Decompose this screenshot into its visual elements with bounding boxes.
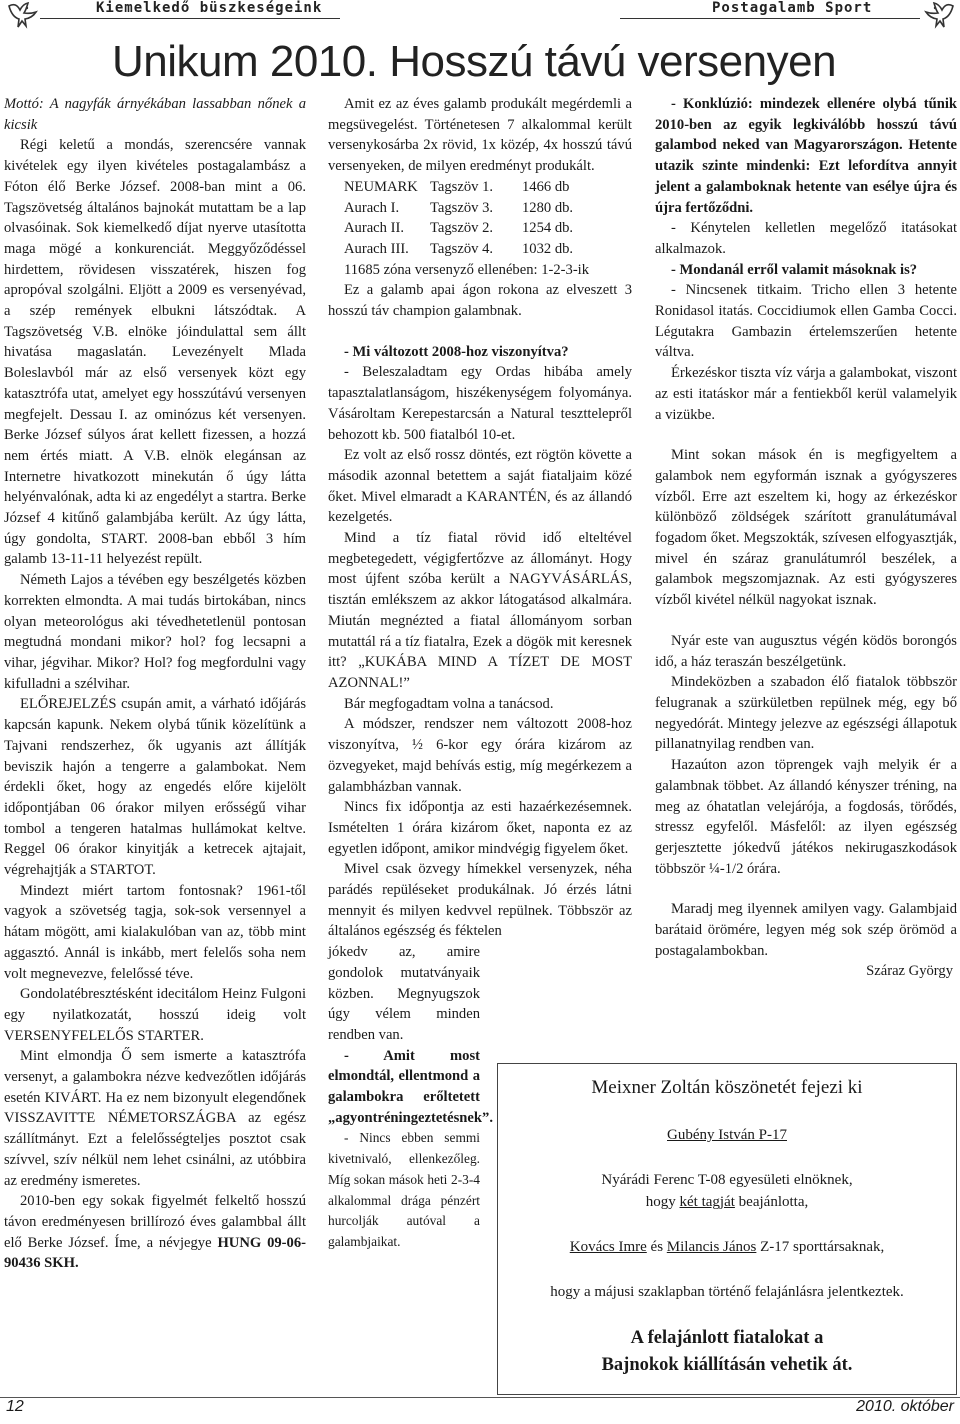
race-birds: 1466 db <box>522 178 570 195</box>
column-1 <box>4 94 306 1274</box>
paragraph: Mint sokan mások én is megfigyeltem a galambok nem egyformán isznak a gyógyszeres vízből. Erre azt eszeltem ki, hogy az érkezéskor különböző zöldségek szárított granulátumával fogadom őket. Megszokták, szívesen elfogyasztják, mivel én száraz granulátumról beszélek, a galambok megszomjaznak. Az esti gyógyszeres vízből kivétel nélkül nagyokat isznak. <box>655 447 957 609</box>
paragraph: Mindeközben a szabadon élő fiatalok többször felugranak a szürkületben repülnek még, egy bő negyedórát. Mintegy jelezve az egészségi állapotuk pillanatnyilag rendben van. <box>655 674 957 753</box>
box-heading: Meixner Zoltán köszönetét fejezi ki <box>591 1077 863 1098</box>
race-group: Tagszöv 4. <box>430 240 494 257</box>
ring-number: HUNG 09-06-90436 SKH. <box>4 1234 306 1272</box>
race-group: Tagszöv 3. <box>430 199 494 216</box>
box-line: Nyárádi Ferenc T-08 egyesületi elnöknek, <box>601 1172 853 1188</box>
box-line <box>498 1237 956 1257</box>
paragraph: Hazaúton azon töprengek vajh melyik ér a galambnak többet. Az állandó kényszer tréning, na meg az óhatatlan velejárója, a fogdosás, törődés, stressz egyfelől. Másfelől: az ilyen egészség gerjesztette jókedvű játékos nekirugaszkodások többször ¼-1/2 órára. <box>655 757 957 877</box>
paragraph: Mind a tíz fiatal rövid idő elteltével megbetegedett, végigfertőzve az állományt. Hogy most újfent szóba került a NAGYVÁSÁRLÁS, tisztán emlékszem az akkor látogatásod alkalmára. Miután megnézted a fiatal állományom sorban mutattál rá a tíz fiatalra, Ezek a dögök mit keresnek itt? „KUKÁBA MIND A TÍZET DE MOST AZONNAL!” <box>328 530 632 691</box>
paragraph: Gondolatébresztésként idecitálom Heinz Fulgoni egy nyilatkozatát, hosszú ideig volt VERSENYFELELŐS STARTER. <box>4 986 306 1044</box>
narrow-column <box>328 942 493 1253</box>
result-row <box>344 218 632 239</box>
box-text: Z-17 sporttársaknak, <box>756 1239 885 1255</box>
pigeon-logo-icon <box>922 0 956 30</box>
result-row <box>344 198 632 219</box>
race-name: Aurach I. <box>344 199 400 216</box>
results-table <box>328 177 632 260</box>
result-row <box>344 177 632 198</box>
conclusion: - Konklúzió: mindezek ellenére olybá tűnik 2010-ben az egyik legkiválóbb hosszú távú galambod neked van Magyarországon. Hetente utazik szinte mindenki: Ezt lefordítva annyit jelent a galamboknak hetente van esélye újra és újra fertőződni. <box>655 96 957 216</box>
page-number: 12 <box>6 1398 24 1415</box>
footer-rule <box>0 1397 960 1398</box>
paragraph: Nincs fix időpontja az esti hazaérkezésemnek. Ismételten 1 órára kizárom őket, naponta ez az egyetlen időpont, amikor mindvégig figyelem őket. <box>328 799 632 857</box>
paragraph: Németh Lajos a tévében egy beszélgetés közben korrekten elmondta. A mai tudás birtokában, nincs olyan meteorológus aki tévedhetetlenül pontosan megtudná mondani mikor? hol? fog lecsapni a vihar, jégvihar. Mikor? Hol? fog megfordulni vagy kifulladni a szélvihar. <box>4 572 306 692</box>
article-title: Unikum 2010. Hosszú távú versenyen <box>112 37 837 86</box>
race-birds: 1254 db. <box>522 220 574 237</box>
magazine-label: Postagalamb Sport <box>712 0 873 16</box>
race-birds: 1280 db. <box>522 199 574 216</box>
header-rule-left <box>40 18 340 19</box>
paragraph: A módszer, rendszer nem változott 2008-hoz viszonyítva, ½ 6-kor egy órára kizárom az özvegyeket, majd behívás estig, míg megérkezem a galambházban vannak. <box>328 716 632 795</box>
race-birds: 1032 db. <box>522 240 574 257</box>
box-line <box>498 1192 956 1212</box>
paragraph: Maradj meg ilyennek amilyen vagy. Galambjaid barátaid örömére, legyen még sok szép örömöd a postagalambokban. <box>655 901 957 959</box>
pigeon-logo-icon <box>6 0 40 30</box>
box-name: Gubény István P-17 <box>667 1127 787 1143</box>
interview-question: - Mi változott 2008-hoz viszonyítva? <box>344 343 569 360</box>
box-announcement: A felajánlott fiatalokat a <box>630 1328 824 1348</box>
interview-question: - Mondanál erről valamit másoknak is? <box>671 261 918 278</box>
race-name: Aurach II. <box>344 220 404 237</box>
paragraph: Nyár este van augusztus végén ködös borongós idő, a ház teraszán beszélgetünk. <box>655 632 957 670</box>
paragraph: ELŐREJELZÉS csupán amit, a várható időjárás kapcsán kapunk. Nekem olybá tűnik közelítünk a Tajvani rendszerhez, ők ugyanis azt állítják beviszik hajón a tengerre a galambokat. Nem érdekli őket, hogy az engedés előre kijelölt időpontjában 06 órakor milyen erősségű vihar tombol a tengeren hatalmas hullámokat keltve. Reggel 06 órakor kinyitják a ketrecek ajtajait, végrehajtják a STARTOT. <box>4 696 306 879</box>
paragraph: - Nincsenek titkaim. Tricho ellen 3 hetente Ronidasol itatás. Coccidiumok ellen Gamba Cocci. Légutakra Gambazin értelemszerűen hetente váltva. <box>655 282 957 361</box>
thank-you-box <box>497 1063 957 1395</box>
column-3 <box>655 94 957 982</box>
race-name: Aurach III. <box>344 240 409 257</box>
paragraph: Amit ez az éves galamb produkált megérdemli a megsüvegelést. Történetesen 7 alkalommal került versenykosárba 2x rövid, 1x közép, 4x hosszú távú versenyeken, de milyen eredményt produkált. <box>328 96 632 175</box>
box-underlined: két tagját <box>679 1194 735 1210</box>
box-line: hogy a májusi szaklapban történő felajánlásra jelentkeztek. <box>550 1284 904 1300</box>
paragraph: Ez volt az első rossz döntés, ezt rögtön követte a második azonnal betettem a saját fiataljaim közé őket. Mivel elmaradt a KARANTÉN, és az állandó kezelgetés. <box>328 447 632 526</box>
paragraph: Mindezt miért tartom fontosnak? 1961-től vagyok a szövetség tagja, sok-sok versennyel a hátam mögött, ami kialakulóban van az, több mint aggasztó. Annál is inkább, mert felelős soha nem volt megnevezve, felelőssé téve. <box>4 882 306 982</box>
box-text: hogy <box>645 1194 680 1210</box>
interview-question: - Amit most elmondtál, ellentmond a galambokra erőltetett „agyontréningeztetésnek”. <box>328 1047 493 1126</box>
paragraph: jókedv az, amire gondolok mutatványaik közben. Megnyugszok úgy vélem minden rendben van. <box>328 944 480 1043</box>
paragraph: Mint elmondja Ő sem ismerte a katasztrófa versenyt, a galambokra nézve kedvezőtlen időjárás esetén KIVÁRT. Ha ez nem bizonyult elegendőnek VISSZAVITTE NÉMETORSZÁGBA az egész szállítmányt. Ezt a felelősségteljes posztot csak szívvel, szív nélkül nem lehet csinálni, az utóbbira az eredmény ismeretes. <box>4 1048 306 1189</box>
paragraph: 11685 zóna versenyző ellenében: 1-2-3-ik <box>344 261 590 278</box>
race-group: Tagszöv 2. <box>430 220 494 237</box>
paragraph: Ez a galamb apai ágon rokona az elveszett 3 hosszú táv champion galambnak. <box>328 282 632 320</box>
paragraph: Régi keletű a mondás, szerencsére vannak kivételek egy ilyen kivételes postagalambász a Fóton élő Berke József. 2008-ban mint a 06. Tagszövetség általános bajnokát mutattam be a lap olvasóinak. Sok kiemelkedő díjat nyerve utasította maga mögé a konkurenciát. Meggyőződéssel hirdettem, rövidesen visszatérek, hiszen fog apropóval szolgálni. Eljött a 2009 es versenyévad, a szép remények elbukni látszódtak. A Tagszövetség V.B. elnöke jóindulattal sem állt hivatása magaslatán. Levezényelt Mlada Boleslavból már az első versenyek közt egy katasztrófa utat, amelyet egy hosszútávú versenyen megfejelt. Dessau I. az ominózus két versenyen. Berke József súlyos árat kellett fizessen, a hozzá nem értés miatt. A V.B. elnök elegánsan az Internetre hivatkozott minekután ő úgy látta helyénvalónak, adta ki az engedélyt a startra. Berke József 4 kitűnő galambjába került. Az úgy látta, úgy gondolta, START. 2008-ban ebből 3 hím galamb 13-11-11 helyezést repült. <box>4 137 306 568</box>
box-text: beajánlotta, <box>734 1194 809 1210</box>
box-announcement: Bajnokok kiállításán vehetik át. <box>601 1355 853 1375</box>
paragraph: - Nincs ebben semmi kivetnivaló, ellenkezőleg. Míg sokan mások heti 2-3-4 alkalommal drága pénzért hurcolják autóval a galambjaikat. <box>328 1130 480 1249</box>
paragraph-text: 2010-ben egy sokak figyelmét felkeltő hosszú távon eredményesen brillírozó éves galambbal állt elő Berke József. Íme, a névjegye <box>4 1193 306 1251</box>
issue-date: 2010. október <box>856 1398 954 1415</box>
race-group: Tagszöv 1. <box>430 178 494 195</box>
box-text: és <box>646 1239 667 1255</box>
motto: Mottó: A nagyfák árnyékában lassabban nőnek a kicsik <box>4 96 306 133</box>
paragraph: - Beleszaladtam egy Ordas hibába amely tapasztalatlanságom, hiszékenységem folyománya. Vásároltam Kerepestarcsán a Natural teszttelepről behozott kb. 500 fiatalból 10-et. <box>328 364 632 443</box>
header-rule-right <box>620 18 920 19</box>
paragraph: Bár megfogadtam volna a tanácsod. <box>344 695 554 712</box>
result-row <box>344 239 632 260</box>
race-name: NEUMARK <box>344 178 418 195</box>
box-underlined: Kovács Imre <box>569 1239 647 1255</box>
author-signature: Száraz György <box>866 963 953 980</box>
section-label: Kiemelkedő büszkeségeink <box>96 0 323 16</box>
box-underlined: Milancis János <box>666 1239 757 1255</box>
paragraph: Mivel csak özvegy hímekkel versenyzek, néha parádés repüléseket produkálnak. Jó érzés látni mennyit és milyen kedvvel repülnek. Többször az általános egészség és féktelen <box>328 861 632 940</box>
paragraph <box>4 1191 306 1274</box>
paragraph: - Kénytelen kelletlen megelőző itatásokat alkalmazok. <box>655 220 957 257</box>
paragraph: Érkezéskor tiszta víz várja a galambokat, viszont az esti itatáskor már a fentiekből kerül valamelyik a vizükbe. <box>655 365 957 423</box>
